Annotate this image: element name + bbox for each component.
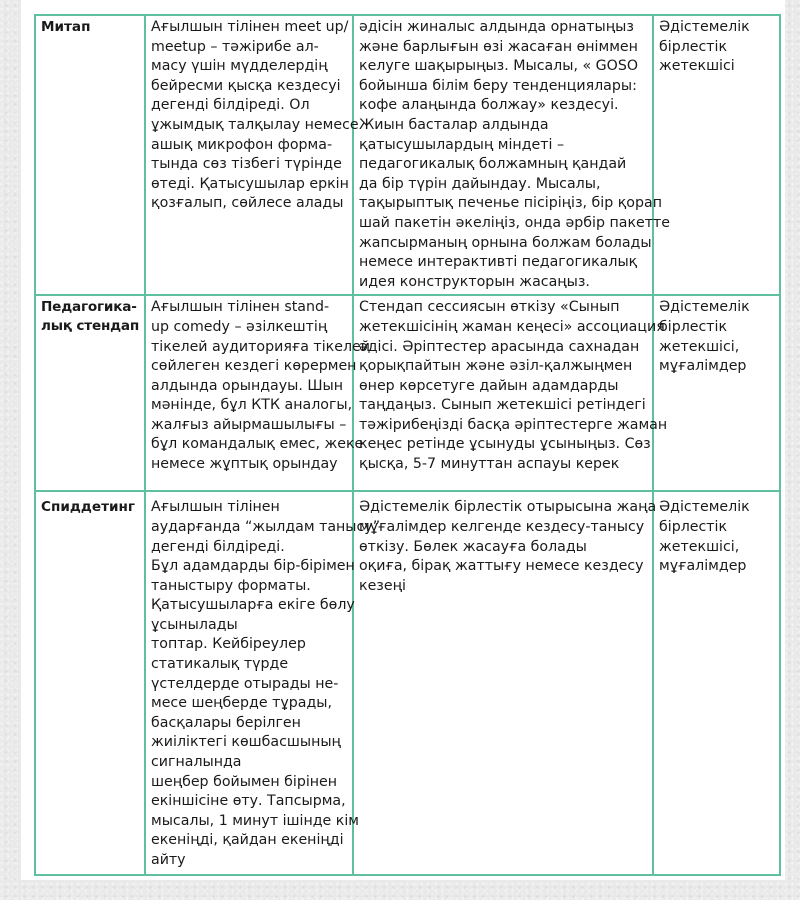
- responsible-line: жетекшісі: [659, 58, 735, 75]
- responsible-cell: [653, 491, 780, 875]
- definition-line: жиіліктегі көшбасшының: [151, 734, 341, 751]
- method-name-cell: [35, 15, 145, 295]
- definition-line: айту: [151, 852, 186, 868]
- method-line: Жиын басталар алдында: [359, 116, 549, 133]
- definition-line: тында сөз тізбегі түрінде: [151, 156, 342, 173]
- responsible-line: мұғалімдер: [659, 358, 747, 375]
- responsible-line: мұғалімдер: [659, 558, 747, 575]
- method-line: педагогикалық болжамның қандай: [359, 156, 627, 173]
- method-line: мұғалімдер келгенде кездесу-танысу: [359, 518, 645, 535]
- method-description-cell: [353, 491, 657, 875]
- responsible-line: Әдістемелік: [659, 299, 750, 316]
- method-line: идея конструкторын жасаңыз.: [359, 273, 590, 290]
- table-row: [35, 15, 780, 295]
- method-line: келуге шақырыңыз. Мысалы, « GOSO: [359, 58, 638, 75]
- method-line: шай пакетін әкеліңіз, онда әрбір пакетте: [359, 214, 671, 231]
- name-line: Педагогика-: [41, 299, 137, 316]
- definition-cell: [145, 15, 359, 295]
- definition-line: бұл командалық емес, жеке: [151, 436, 364, 453]
- responsible-line: жетекшісі,: [659, 338, 740, 355]
- definition-line: ашық микрофон форма-: [151, 136, 333, 153]
- method-line: әдісі. Әріптестер арасында сахнадан: [359, 338, 640, 355]
- definition-line: топтар. Кейбіреулер: [151, 636, 306, 653]
- definition-line: қозғалып, сөйлесе алады: [151, 195, 344, 212]
- responsible-line: Әдістемелік: [659, 499, 750, 516]
- definition-line: мәнінде, бұл КТК аналогы,: [151, 397, 353, 414]
- method-line: тақырыптық печенье пісіріңіз, бір қорап: [359, 195, 662, 212]
- method-line: да бір түрін дайындау. Мысалы,: [359, 175, 601, 192]
- method-line: таңдаңыз. Сынып жетекшісі ретіндегі: [359, 397, 646, 414]
- method-line: кофе алаңында болжау» кездесуі.: [359, 97, 619, 114]
- definition-line: месе шеңберде тұрады,: [151, 695, 332, 712]
- method-name-cell: [35, 491, 145, 875]
- definition-line: meetup – тәжірибе ал-: [151, 38, 319, 55]
- method-line: жетекшісінің жаман кеңесі» ассоциация: [359, 318, 665, 335]
- document-page: [21, 0, 785, 880]
- definition-cell: [145, 491, 381, 875]
- method-line: кеңес ретінде ұсынуды ұсыныңыз. Сөз: [359, 436, 651, 453]
- definition-line: үстелдерде отырады не-: [151, 675, 339, 692]
- definition-line: Ағылшын тілінен: [151, 499, 280, 516]
- method-line: Әдістемелік бірлестік отырысына жаңа: [359, 499, 657, 516]
- method-line: және барлығын өзі жасаған өніммен: [359, 38, 638, 55]
- definition-line: Бұл адамдарды бір-бірімен: [151, 558, 355, 575]
- definition-line: дегенді білдіреді.: [151, 538, 285, 555]
- methods-table: [34, 14, 781, 876]
- definition-line: екеніңді, қайдан екеніңді: [151, 832, 344, 849]
- name-line: Митап: [41, 19, 91, 35]
- definition-line: бейресми қысқа кездесуі: [151, 77, 341, 94]
- method-line: өнер көрсетуге дайын адамдарды: [359, 377, 619, 394]
- definition-line: масу үшін мүдделердің: [151, 58, 328, 75]
- definition-line: немесе жұптық орындау: [151, 456, 338, 473]
- method-description-cell: [353, 295, 668, 491]
- definition-line: up comedy – әзілкештің: [151, 318, 328, 335]
- responsible-line: бірлестік: [659, 318, 728, 335]
- responsible-cell: [653, 15, 780, 295]
- method-line: немесе интерактивті педагогикалық: [359, 254, 638, 271]
- responsible-line: бірлестік: [659, 38, 728, 55]
- table-row: [35, 295, 780, 491]
- definition-line: алдында орындауы. Шын: [151, 377, 343, 394]
- method-line: оқиға, бірақ жаттығу немесе кездесу: [359, 558, 644, 575]
- method-line: тәжірибеңізді басқа әріптестерге жаман: [359, 416, 668, 433]
- responsible-line: Әдістемелік: [659, 19, 750, 35]
- method-line: қысқа, 5-7 минуттан аспауы керек: [359, 456, 620, 473]
- table-row: [35, 491, 780, 875]
- definition-line: дегенді білдіреді. Ол: [151, 97, 310, 114]
- definition-line: екіншісіне өту. Тапсырма,: [151, 793, 346, 810]
- definition-line: Ағылшын тілінен stand-: [151, 299, 330, 316]
- definition-line: ұжымдық талқылау немесе: [151, 116, 359, 133]
- method-description-cell: [353, 15, 671, 295]
- method-line: кезеңі: [359, 577, 406, 594]
- definition-line: сигналында: [151, 754, 242, 771]
- method-line: өткізу. Бөлек жасауға болады: [359, 538, 587, 555]
- definition-line: сөйлеген кездегі көрермен: [151, 358, 357, 375]
- method-line: қатысушылардың міндеті –: [359, 136, 565, 153]
- definition-line: өтеді. Қатысушылар еркін: [151, 175, 349, 192]
- method-line: қорықпайтын және әзіл-қалжыңмен: [359, 358, 633, 375]
- responsible-line: бірлестік: [659, 518, 728, 535]
- definition-line: шеңбер бойымен бірінен: [151, 773, 338, 790]
- name-line: лық стендап: [41, 318, 140, 335]
- method-line: бойынша білім беру тенденциялары:: [359, 77, 637, 94]
- definition-line: Қатысушыларға екіге бөлу: [151, 597, 355, 614]
- responsible-line: жетекшісі,: [659, 538, 740, 555]
- method-name-cell: [35, 295, 145, 491]
- responsible-cell: [653, 295, 780, 491]
- definition-cell: [145, 295, 370, 491]
- definition-line: таныстыру форматы.: [151, 577, 311, 594]
- definition-line: статикалық түрде: [151, 656, 289, 673]
- definition-line: тікелей аудиторияға тікелей: [151, 338, 370, 355]
- definition-line: жалғыз айырмашылығы –: [151, 416, 347, 433]
- definition-line: ұсынылады: [151, 616, 238, 633]
- name-line: Спиддетинг: [41, 499, 135, 516]
- definition-line: Ағылшын тілінен meet up/: [151, 19, 349, 35]
- definition-line: мысалы, 1 минут ішінде кім: [151, 812, 359, 829]
- definition-line: басқалары берілген: [151, 714, 301, 731]
- definition-line: аударғанда “жылдам танысу”: [151, 518, 381, 535]
- method-line: әдісін жиналыс алдында орнатыңыз: [359, 19, 634, 35]
- method-line: Стендап сессиясын өткізу «Сынып: [359, 299, 620, 316]
- method-line: жапсырманың орнына болжам болады: [359, 234, 652, 251]
